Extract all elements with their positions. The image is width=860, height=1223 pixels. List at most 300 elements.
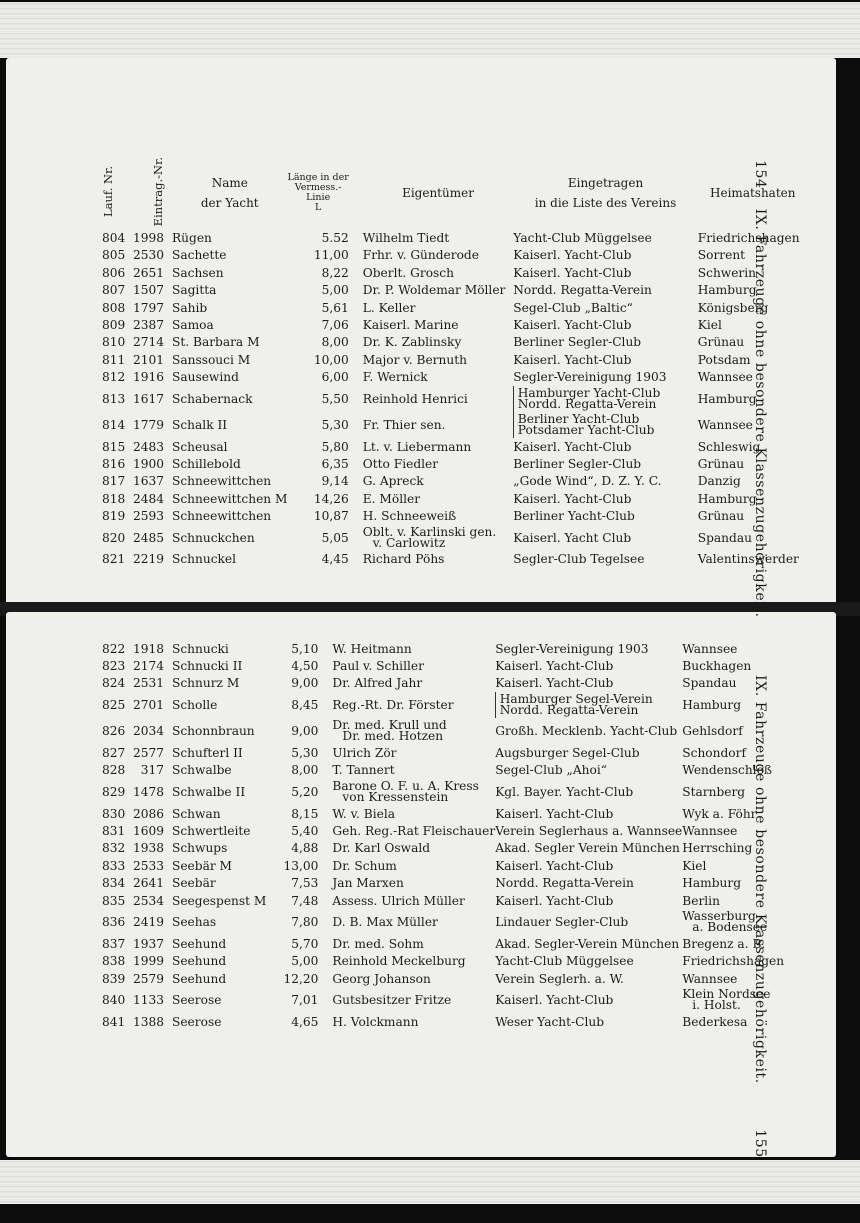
club-cell: Großh. Mecklenb. Yacht-Club xyxy=(495,724,678,739)
length-cell: 8,22 xyxy=(321,265,349,280)
table-row xyxy=(102,675,792,692)
home-port-cell: Herrsching xyxy=(682,841,753,856)
length-cell: 9,14 xyxy=(321,474,349,489)
owner-cell: Dr. Karl Oswald xyxy=(332,841,431,856)
table-row xyxy=(102,744,792,761)
eintrag-nr-cell: 1637 xyxy=(132,474,164,489)
owner-cell-line-1: Dr. med. Krull und xyxy=(332,718,447,733)
club-cell: Kaiserl. Yacht-Club xyxy=(513,352,632,367)
header-lauf-nr: Lauf. Nr. xyxy=(101,166,115,218)
home-port-cell: Hamburg xyxy=(697,391,757,406)
table-row xyxy=(102,857,792,874)
club-cell: Berliner Yacht-Club xyxy=(513,509,635,524)
home-port-cell: Sorrent xyxy=(697,248,746,263)
eintrag-nr-cell: 2593 xyxy=(132,509,164,524)
table-row xyxy=(102,438,808,455)
yacht-name-cell: Seegespenst M xyxy=(172,893,267,908)
club-cell: Kaiserl. Yacht-Club xyxy=(513,439,632,454)
eintrag-nr-cell: 2034 xyxy=(132,724,164,739)
table-row xyxy=(102,455,808,472)
eintrag-nr-cell: 2641 xyxy=(132,876,164,891)
owner-cell xyxy=(332,718,495,744)
lauf-nr-cell: 813 xyxy=(102,391,126,406)
yacht-name-cell: Sausewind xyxy=(172,370,239,385)
club-cell: Kaiserl. Yacht-Club xyxy=(495,858,614,873)
club-cell: „Gode Wind“, D. Z. Y. C. xyxy=(513,474,662,489)
table-row xyxy=(102,875,792,892)
club-cell: Kaiserl. Yacht-Club xyxy=(513,491,632,506)
home-port-cell: Wannsee xyxy=(682,824,738,839)
lauf-nr-cell: 834 xyxy=(102,876,126,891)
yacht-name-cell: Seehund xyxy=(172,971,227,986)
length-cell: 5,05 xyxy=(321,530,349,545)
home-port-cell: Hamburg xyxy=(697,491,757,506)
home-port-cell-line-2: a. Bodensee xyxy=(692,920,768,935)
page-stack-edges-top xyxy=(0,2,860,58)
club-cell-line-1: Berliner Yacht-Club xyxy=(517,411,640,426)
yacht-name-cell: Seehas xyxy=(172,915,217,930)
table-row xyxy=(102,892,792,909)
eintrag-nr-cell: 2485 xyxy=(132,530,164,545)
home-port-cell: Hamburg xyxy=(682,876,742,891)
lauf-nr-cell: 835 xyxy=(102,893,126,908)
yacht-name-cell: Schwalbe xyxy=(172,763,232,778)
home-port-cell: Spandau xyxy=(697,530,752,545)
header-length: Länge in der Vermess.- Linie L xyxy=(287,172,349,214)
eintrag-nr-cell: 1133 xyxy=(132,993,164,1008)
table-row xyxy=(102,935,792,952)
lauf-nr-cell: 812 xyxy=(102,370,126,385)
yacht-name-cell: Seebär M xyxy=(172,858,233,873)
club-cell: Akad. Segler-Verein München xyxy=(495,936,680,951)
owner-cell: Geh. Reg.-Rat Fleischauer xyxy=(332,824,496,839)
lauf-nr-cell: 821 xyxy=(102,552,126,567)
lauf-nr-cell: 830 xyxy=(102,806,126,821)
eintrag-nr-cell: 1900 xyxy=(132,456,164,471)
yacht-name-cell: St. Barbara M xyxy=(172,335,260,350)
table-row xyxy=(102,657,792,674)
length-cell: 5,61 xyxy=(321,300,349,315)
lauf-nr-cell: 822 xyxy=(102,641,126,656)
length-cell: 5,20 xyxy=(291,784,319,799)
yacht-name-cell: Schnuckel xyxy=(172,552,237,567)
lauf-nr-cell: 814 xyxy=(102,417,126,432)
owner-cell: Reinhold Henrici xyxy=(362,391,468,406)
table-row xyxy=(102,805,792,822)
header-name: Name der Yacht xyxy=(200,176,259,211)
eintrag-nr-cell: 1507 xyxy=(132,283,164,298)
lauf-nr-cell: 832 xyxy=(102,841,126,856)
owner-cell: Paul v. Schiller xyxy=(332,659,424,674)
owner-cell: Gutsbesitzer Fritze xyxy=(332,993,452,1008)
owner-cell: Kaiserl. Marine xyxy=(362,317,459,332)
eintrag-nr-cell: 2530 xyxy=(132,248,164,263)
owner-cell: H. Volckmann xyxy=(332,1015,419,1030)
length-cell: 6,00 xyxy=(321,370,349,385)
club-cell: Yacht-Club Müggelsee xyxy=(495,954,634,969)
club-cell xyxy=(513,386,698,412)
yacht-name-cell: Sahib xyxy=(172,300,208,315)
club-cell: Nordd. Regatta-Verein xyxy=(495,876,634,891)
home-port-cell: Grünau xyxy=(697,509,745,524)
yacht-name-cell: Schwalbe II xyxy=(172,784,246,799)
eintrag-nr-cell: 2531 xyxy=(132,676,164,691)
length-cell: 8,00 xyxy=(291,763,319,778)
eintrag-nr-cell: 2714 xyxy=(132,335,164,350)
home-port-cell: Buckhagen xyxy=(682,659,752,674)
length-cell: 9,00 xyxy=(291,676,319,691)
lauf-nr-cell: 804 xyxy=(102,231,126,245)
club-cell xyxy=(513,412,698,438)
lauf-nr-cell: 811 xyxy=(102,352,126,367)
club-cell: Berliner Segler-Club xyxy=(513,456,642,471)
home-port-cell: Wyk a. Föhr xyxy=(682,806,757,821)
lauf-nr-cell: 818 xyxy=(102,491,126,506)
home-port-cell: Schleswig xyxy=(697,439,761,454)
home-port-cell: Grünau xyxy=(697,335,745,350)
home-port-cell-line-1: Wasserburg xyxy=(682,909,756,924)
owner-cell: Richard Pöhs xyxy=(362,552,445,567)
owner-cell: Reg.-Rt. Dr. Förster xyxy=(332,698,454,713)
table-row xyxy=(102,953,792,970)
yacht-name-cell: Schneewittchen xyxy=(172,474,272,489)
club-cell: Kaiserl. Yacht-Club xyxy=(513,317,632,332)
section-title: IX. Fahrzeuge ohne besondere Klassenzugehörigkeit. xyxy=(752,675,768,1084)
length-cell: 5,50 xyxy=(321,391,349,406)
club-cell-line-2: Nordd. Regatta-Verein xyxy=(499,703,639,718)
owner-cell: G. Apreck xyxy=(362,474,424,489)
eintrag-nr-cell: 2086 xyxy=(132,806,164,821)
owner-cell: W. Heitmann xyxy=(332,641,412,656)
header-eintrag-nr: Eintrag.-Nr. xyxy=(151,157,165,227)
owner-cell: Oberlt. Grosch xyxy=(362,265,454,280)
length-cell: 11,00 xyxy=(313,248,349,263)
club-cell: Kaiserl. Yacht-Club xyxy=(495,993,614,1008)
lauf-nr-cell: 826 xyxy=(102,724,126,739)
owner-cell: Ulrich Zör xyxy=(332,745,397,760)
owner-cell: Dr. med. Sohm xyxy=(332,936,424,951)
eintrag-nr-cell: 1937 xyxy=(132,936,164,951)
length-cell: 5,70 xyxy=(291,936,319,951)
home-port-cell: Potsdam xyxy=(697,352,751,367)
lauf-nr-cell: 829 xyxy=(102,784,126,799)
length-cell: 5,80 xyxy=(321,439,349,454)
table-row xyxy=(102,299,808,316)
length-cell: 5,10 xyxy=(291,641,319,656)
yacht-register-table-lower xyxy=(102,640,792,1031)
length-cell: 4,50 xyxy=(291,659,319,674)
club-cell: Augsburger Segel-Club xyxy=(495,745,640,760)
eintrag-nr-cell: 1916 xyxy=(132,370,164,385)
table-row xyxy=(102,987,792,1013)
yacht-name-cell: Rügen xyxy=(172,231,212,245)
eintrag-nr-cell: 2651 xyxy=(132,265,164,280)
table-row xyxy=(102,334,808,351)
eintrag-nr-cell: 2419 xyxy=(132,915,164,930)
yacht-name-cell: Seebär xyxy=(172,876,216,891)
yacht-name-cell: Schalk II xyxy=(172,417,228,432)
page-stack-edges-bottom xyxy=(0,1160,860,1204)
owner-cell: Major v. Bernuth xyxy=(362,352,467,367)
yacht-name-cell: Sagitta xyxy=(172,283,217,298)
home-port-cell: Kiel xyxy=(682,858,707,873)
length-cell: 8,15 xyxy=(291,806,319,821)
lauf-nr-cell: 816 xyxy=(102,456,126,471)
home-port-cell: Königsberg xyxy=(697,300,769,315)
owner-cell: Reinhold Meckelburg xyxy=(332,954,466,969)
table-row xyxy=(102,507,808,524)
lauf-nr-cell: 841 xyxy=(102,1015,126,1030)
home-port-cell-line-2: i. Holst. xyxy=(692,998,741,1013)
home-port-cell: Starnberg xyxy=(682,784,746,799)
lauf-nr-cell: 840 xyxy=(102,993,126,1008)
yacht-name-cell: Schneewittchen M xyxy=(172,491,288,506)
table-row xyxy=(102,1013,792,1030)
page-number: 155 xyxy=(752,1129,768,1158)
eintrag-nr-cell: 2484 xyxy=(132,491,164,506)
table-row xyxy=(102,551,808,568)
club-cell: Segler-Vereinigung 1903 xyxy=(513,370,667,385)
table-row xyxy=(102,840,792,857)
owner-cell-line-1: Barone O. F. u. A. Kress xyxy=(332,778,479,793)
home-port-cell: Grünau xyxy=(697,456,745,471)
club-cell: Kgl. Bayer. Yacht-Club xyxy=(495,784,634,799)
lauf-nr-cell: 806 xyxy=(102,265,126,280)
club-cell xyxy=(495,692,682,718)
yacht-name-cell: Sanssouci M xyxy=(172,352,251,367)
home-port-cell: Danzig xyxy=(697,474,741,489)
table-row xyxy=(102,822,792,839)
length-cell: 7,48 xyxy=(291,893,319,908)
lauf-nr-cell: 831 xyxy=(102,824,126,839)
table-row xyxy=(102,970,792,987)
yacht-name-cell: Schufterl II xyxy=(172,745,243,760)
club-cell: Akad. Segler Verein München xyxy=(495,841,680,856)
owner-cell: Wilhelm Tiedt xyxy=(362,231,450,245)
owner-cell xyxy=(332,779,495,805)
club-cell: Segel-Club „Ahoi“ xyxy=(495,763,607,778)
table-row xyxy=(102,718,792,744)
length-cell: 7,06 xyxy=(321,317,349,332)
home-port-cell: Kiel xyxy=(697,317,722,332)
eintrag-nr-cell: 1918 xyxy=(132,641,164,656)
home-port-cell: Berlin xyxy=(682,893,720,908)
length-cell: 8,45 xyxy=(291,698,319,713)
table-row xyxy=(102,316,808,333)
yacht-name-cell: Schnurz M xyxy=(172,676,240,691)
club-cell: Kaiserl. Yacht-Club xyxy=(495,659,614,674)
table-row xyxy=(102,281,808,298)
eintrag-nr-cell: 2534 xyxy=(132,893,164,908)
length-cell: 13,00 xyxy=(283,858,319,873)
home-port-cell: Wendenschloß xyxy=(682,763,773,778)
yacht-name-cell: Schwups xyxy=(172,841,228,856)
table-row xyxy=(102,490,808,507)
owner-cell-line-2: v. Carlowitz xyxy=(372,535,446,550)
table-header-row xyxy=(102,157,808,229)
club-cell-line-2: Potsdamer Yacht-Club xyxy=(517,422,655,437)
home-port-cell: Friedrichshagen xyxy=(682,954,785,969)
table-row xyxy=(102,779,792,805)
owner-cell: H. Schneeweiß xyxy=(362,509,457,524)
home-port-cell: Hamburg xyxy=(697,283,757,298)
eintrag-nr-cell: 1938 xyxy=(132,841,164,856)
length-cell: 5,00 xyxy=(291,954,319,969)
club-cell-line-2: Nordd. Regatta-Verein xyxy=(517,396,657,411)
club-cell: Lindauer Segler-Club xyxy=(495,915,629,930)
owner-cell: D. B. Max Müller xyxy=(332,915,438,930)
yacht-name-cell: Schnuckchen xyxy=(172,530,255,545)
owner-cell: Otto Fiedler xyxy=(362,456,439,471)
owner-cell: W. v. Biela xyxy=(332,806,395,821)
yacht-name-cell: Scheusal xyxy=(172,439,228,454)
eintrag-nr-cell: 1797 xyxy=(132,300,164,315)
length-cell: 7,80 xyxy=(291,915,319,930)
length-cell: 5,30 xyxy=(291,745,319,760)
lauf-nr-cell: 819 xyxy=(102,509,126,524)
yacht-name-cell: Schabernack xyxy=(172,391,253,406)
table-row xyxy=(102,525,808,551)
owner-cell: Lt. v. Liebermann xyxy=(362,439,472,454)
home-port-cell: Wannsee xyxy=(682,971,738,986)
eintrag-nr-cell: 1779 xyxy=(132,417,164,432)
yacht-name-cell: Seerose xyxy=(172,993,222,1008)
eintrag-nr-cell: 2219 xyxy=(132,552,164,567)
yacht-name-cell: Samoa xyxy=(172,317,214,332)
yacht-name-cell: Schwan xyxy=(172,806,221,821)
club-cell: Kaiserl. Yacht-Club xyxy=(495,676,614,691)
yacht-name-cell: Schnucki II xyxy=(172,659,243,674)
home-port-cell: Valentinswerder xyxy=(697,552,799,567)
eintrag-nr-cell: 1388 xyxy=(132,1015,164,1030)
eintrag-nr-cell: 1998 xyxy=(132,231,164,245)
table-row xyxy=(102,412,808,438)
length-cell: 5,30 xyxy=(321,417,349,432)
length-cell: 7,53 xyxy=(291,876,319,891)
eintrag-nr-cell: 1609 xyxy=(132,824,164,839)
lauf-nr-cell: 828 xyxy=(102,763,126,778)
owner-cell: Assess. Ulrich Müller xyxy=(332,893,465,908)
eintrag-nr-cell: 2387 xyxy=(132,317,164,332)
owner-cell: Dr. Schum xyxy=(332,858,397,873)
lauf-nr-cell: 810 xyxy=(102,335,126,350)
club-cell: Yacht-Club Müggelsee xyxy=(513,231,652,245)
home-port-cell: Schwerin xyxy=(697,265,757,280)
yacht-name-cell: Seehund xyxy=(172,954,227,969)
length-cell: 8,00 xyxy=(321,335,349,350)
yacht-name-cell: Schillebold xyxy=(172,456,241,471)
eintrag-nr-cell: 2174 xyxy=(132,659,164,674)
lauf-nr-cell: 809 xyxy=(102,317,126,332)
lauf-nr-cell: 807 xyxy=(102,283,126,298)
lauf-nr-cell: 820 xyxy=(102,530,126,545)
yacht-name-cell: Sachette xyxy=(172,248,227,263)
club-cell: Weser Yacht-Club xyxy=(495,1015,605,1030)
table-row xyxy=(102,909,792,935)
home-port-cell xyxy=(682,909,792,935)
lauf-nr-cell: 817 xyxy=(102,474,126,489)
owner-cell: Dr. Alfred Jahr xyxy=(332,676,423,691)
lauf-nr-cell: 808 xyxy=(102,300,126,315)
club-cell-line-1: Hamburger Segel-Verein xyxy=(499,692,653,707)
club-cell: Segler-Club Tegelsee xyxy=(513,552,645,567)
lauf-nr-cell: 839 xyxy=(102,971,126,986)
table-row xyxy=(102,640,792,657)
home-port-cell: Hamburg xyxy=(682,698,742,713)
owner-cell-line-1: Oblt. v. Karlinski gen. xyxy=(362,524,497,539)
lauf-nr-cell: 805 xyxy=(102,248,126,263)
club-cell: Kaiserl. Yacht-Club xyxy=(513,248,632,263)
length-cell: 5,40 xyxy=(291,824,319,839)
eintrag-nr-cell: 2577 xyxy=(132,745,164,760)
length-cell: 4,88 xyxy=(291,841,319,856)
eintrag-nr-cell: 2533 xyxy=(132,858,164,873)
page-header-lower xyxy=(752,675,768,1158)
length-cell: 14,26 xyxy=(313,491,349,506)
home-port-cell: Spandau xyxy=(682,676,737,691)
eintrag-nr-cell: 2701 xyxy=(132,698,164,713)
owner-cell: E. Möller xyxy=(362,491,421,506)
yacht-name-cell: Seehund xyxy=(172,936,227,951)
table-row xyxy=(102,351,808,368)
club-cell-line-1: Hamburger Yacht-Club xyxy=(517,385,661,400)
home-port-cell: Wannsee xyxy=(682,641,738,656)
owner-cell: Dr. P. Woldemar Möller xyxy=(362,283,506,298)
eintrag-nr-cell: 317 xyxy=(140,763,164,778)
owner-cell-line-2: von Kressenstein xyxy=(342,789,449,804)
owner-cell: Dr. K. Zablinsky xyxy=(362,335,462,350)
header-home-port: Heimatshaten xyxy=(710,186,796,201)
owner-cell: Jan Marxen xyxy=(332,876,404,891)
yacht-register-table-upper xyxy=(102,157,808,568)
club-cell: Kaiserl. Yacht-Club xyxy=(495,806,614,821)
home-port-cell: Bregenz a. B. xyxy=(682,936,766,951)
club-cell: Kaiserl. Yacht-Club xyxy=(495,893,614,908)
length-cell: 5.52 xyxy=(321,231,349,245)
home-port-cell: Friedrichshagen xyxy=(697,231,800,245)
home-port-cell xyxy=(682,987,792,1013)
yacht-name-cell: Seerose xyxy=(172,1015,222,1030)
table-row xyxy=(102,386,808,412)
eintrag-nr-cell: 1617 xyxy=(132,391,164,406)
lauf-nr-cell: 823 xyxy=(102,659,126,674)
owner-cell xyxy=(363,525,514,551)
club-cell: Verein Seglerh. a. W. xyxy=(495,971,624,986)
table-row xyxy=(102,264,808,281)
page-header-upper xyxy=(752,160,768,618)
lauf-nr-cell: 815 xyxy=(102,439,126,454)
lauf-nr-cell: 837 xyxy=(102,936,126,951)
length-cell: 12,20 xyxy=(283,971,319,986)
table-row xyxy=(102,692,792,718)
yacht-name-cell: Scholle xyxy=(172,698,218,713)
owner-cell: Frhr. v. Günderode xyxy=(362,248,479,263)
length-cell: 9,00 xyxy=(291,724,319,739)
owner-cell: T. Tannert xyxy=(332,763,395,778)
owner-cell: Georg Johanson xyxy=(332,971,431,986)
yacht-name-cell: Schnucki xyxy=(172,641,229,656)
club-cell: Nordd. Regatta-Verein xyxy=(513,283,652,298)
yacht-name-cell: Schwertleite xyxy=(172,824,251,839)
home-port-cell: Bederkesa xyxy=(682,1015,748,1030)
lauf-nr-cell: 827 xyxy=(102,745,126,760)
home-port-cell: Schondorf xyxy=(682,745,746,760)
eintrag-nr-cell: 1999 xyxy=(132,954,164,969)
lauf-nr-cell: 825 xyxy=(102,698,126,713)
eintrag-nr-cell: 1478 xyxy=(132,784,164,799)
club-cell: Kaiserl. Yacht Club xyxy=(513,530,632,545)
owner-cell-line-2: Dr. med. Hotzen xyxy=(342,729,444,744)
